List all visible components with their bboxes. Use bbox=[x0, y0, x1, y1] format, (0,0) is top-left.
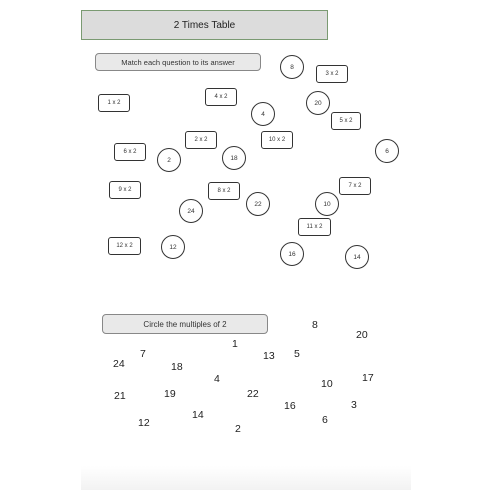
question-box: 7 x 2 bbox=[339, 177, 371, 195]
answer-circle: 10 bbox=[315, 192, 339, 216]
answer-circle: 12 bbox=[161, 235, 185, 259]
number-item: 12 bbox=[138, 417, 150, 429]
number-item: 21 bbox=[114, 390, 126, 402]
number-item: 4 bbox=[214, 373, 220, 385]
number-item: 18 bbox=[171, 361, 183, 373]
answer-circle: 24 bbox=[179, 199, 203, 223]
question-box: 4 x 2 bbox=[205, 88, 237, 106]
circle-instruction: Circle the multiples of 2 bbox=[102, 314, 268, 334]
number-item: 10 bbox=[321, 378, 333, 390]
number-item: 19 bbox=[164, 388, 176, 400]
number-item: 13 bbox=[263, 350, 275, 362]
number-item: 24 bbox=[113, 358, 125, 370]
page-footer-shade bbox=[81, 466, 411, 490]
answer-circle: 2 bbox=[157, 148, 181, 172]
number-item: 17 bbox=[362, 372, 374, 384]
answer-circle: 6 bbox=[375, 139, 399, 163]
question-box: 9 x 2 bbox=[109, 181, 141, 199]
number-item: 20 bbox=[356, 329, 368, 341]
answer-circle: 20 bbox=[306, 91, 330, 115]
number-item: 8 bbox=[312, 319, 318, 331]
number-item: 14 bbox=[192, 409, 204, 421]
answer-circle: 18 bbox=[222, 146, 246, 170]
match-instruction: Match each question to its answer bbox=[95, 53, 261, 71]
question-box: 3 x 2 bbox=[316, 65, 348, 83]
answer-circle: 16 bbox=[280, 242, 304, 266]
question-box: 6 x 2 bbox=[114, 143, 146, 161]
number-item: 2 bbox=[235, 423, 241, 435]
question-box: 2 x 2 bbox=[185, 131, 217, 149]
number-item: 3 bbox=[351, 399, 357, 411]
number-item: 7 bbox=[140, 348, 146, 360]
question-box: 5 x 2 bbox=[331, 112, 361, 130]
answer-circle: 22 bbox=[246, 192, 270, 216]
question-box: 11 x 2 bbox=[298, 218, 331, 236]
number-item: 16 bbox=[284, 400, 296, 412]
question-box: 1 x 2 bbox=[98, 94, 130, 112]
answer-circle: 8 bbox=[280, 55, 304, 79]
number-item: 22 bbox=[247, 388, 259, 400]
number-item: 5 bbox=[294, 348, 300, 360]
question-box: 12 x 2 bbox=[108, 237, 141, 255]
number-item: 6 bbox=[322, 414, 328, 426]
answer-circle: 14 bbox=[345, 245, 369, 269]
number-item: 1 bbox=[232, 338, 238, 350]
answer-circle: 4 bbox=[251, 102, 275, 126]
worksheet-title: 2 Times Table bbox=[81, 10, 328, 40]
question-box: 8 x 2 bbox=[208, 182, 240, 200]
question-box: 10 x 2 bbox=[261, 131, 293, 149]
